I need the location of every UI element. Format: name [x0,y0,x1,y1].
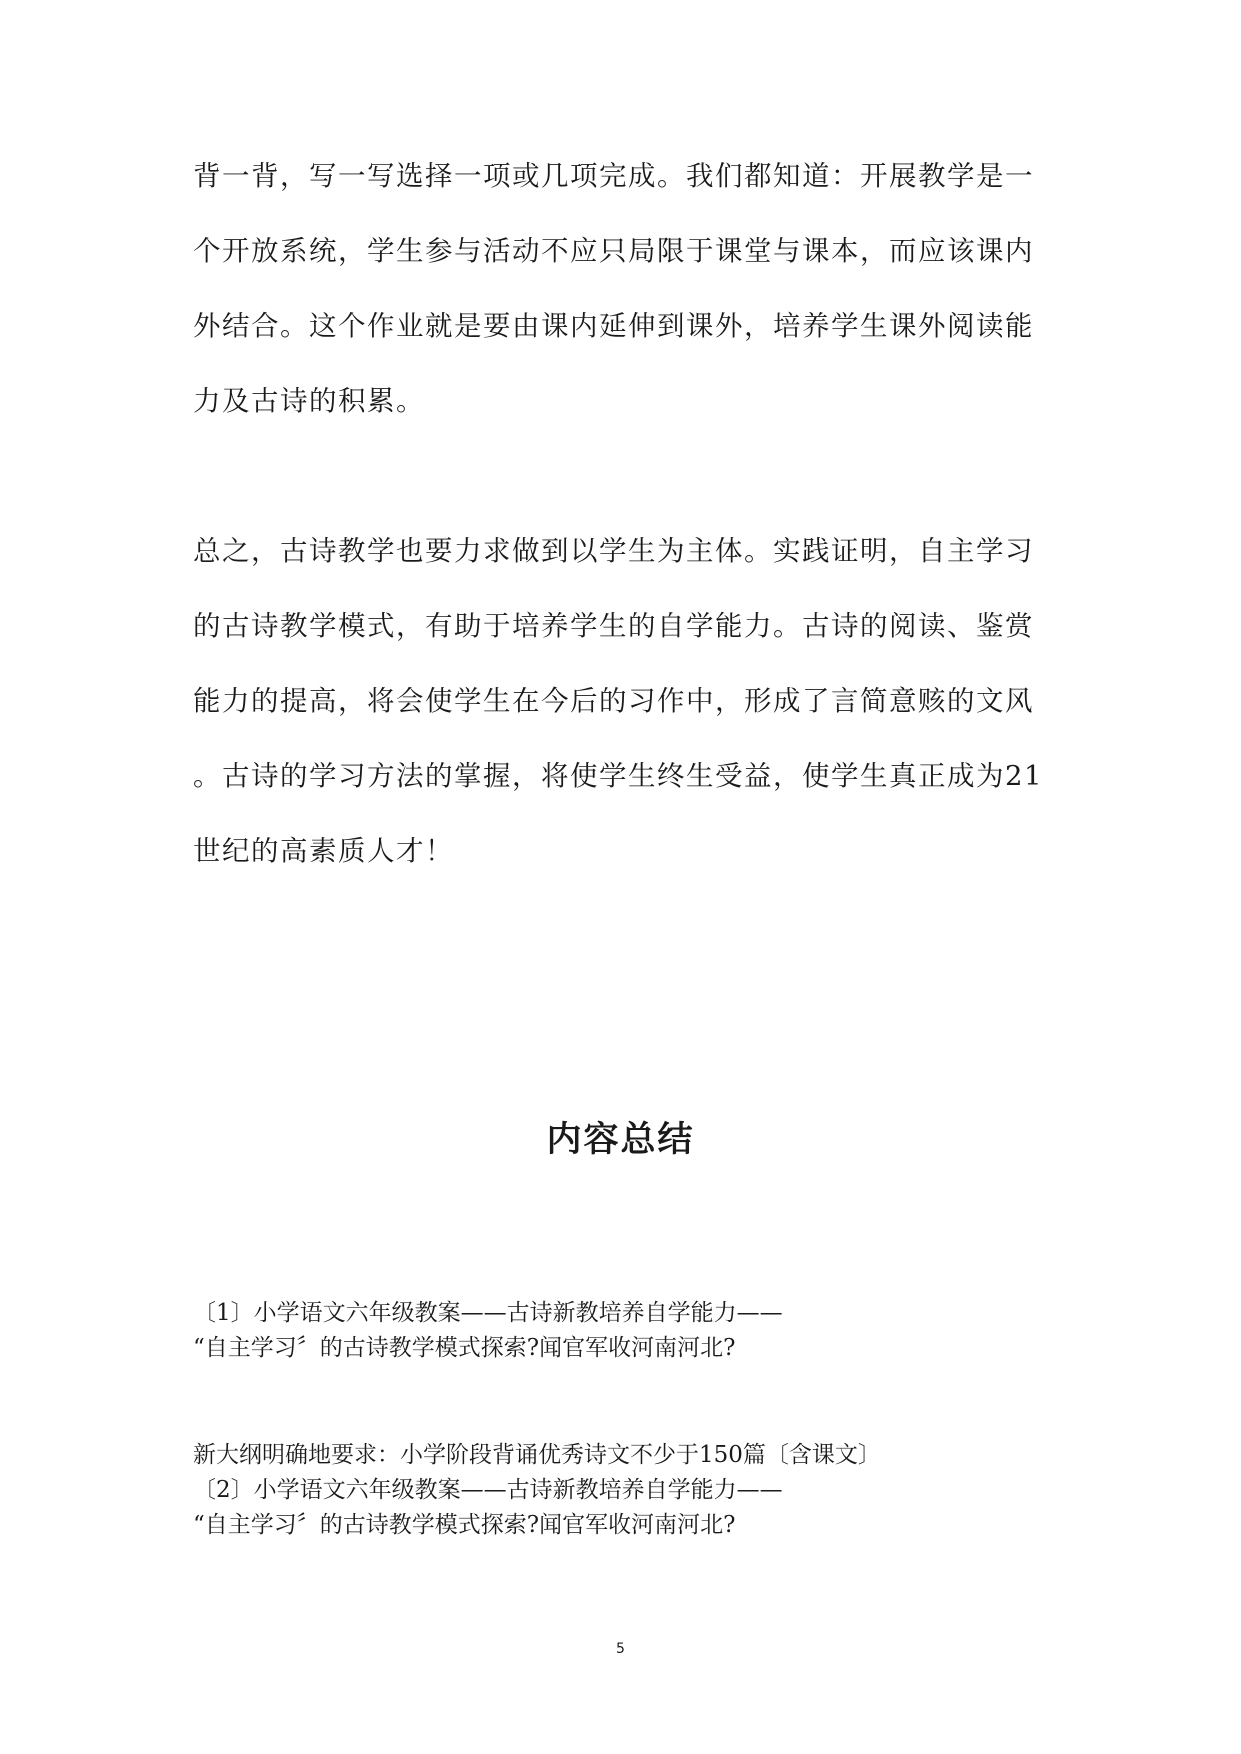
summary-line: “自主学习〞的古诗教学模式探索?闻官军收河南河北? [193,1512,736,1538]
summary-line: 〔1〕小学语文六年级教案——古诗新教培养自学能力—— [193,1300,783,1326]
paragraph-line: 背一背，写一写选择一项或几项完成。我们都知道：开展教学是一 [193,160,1034,192]
paragraph-line: 能力的提高，将会使学生在今后的习作中，形成了言简意赅的文风 [193,685,1034,717]
paragraph-line: 力及古诗的积累。 [193,385,425,417]
paragraph-line: 的古诗教学模式，有助于培养学生的自学能力。古诗的阅读、鉴赏 [193,610,1034,642]
summary-heading: 内容总结 [546,1120,695,1160]
summary-line: 新大纲明确地要求：小学阶段背诵优秀诗文不少于150篇〔含课文〕 [193,1442,881,1468]
page-number: 5 [616,1641,625,1657]
summary-line: 〔2〕小学语文六年级教案——古诗新教培养自学能力—— [193,1477,783,1503]
paragraph-line: 总之，古诗教学也要力求做到以学生为主体。实践证明，自主学习 [193,535,1034,567]
paragraph-line: 个开放系统，学生参与活动不应只局限于课堂与课本，而应该课内 [193,235,1034,267]
paragraph-line: 外结合。这个作业就是要由课内延伸到课外，培养学生课外阅读能 [193,310,1034,342]
paragraph-line: 世纪的高素质人才！ [193,835,454,867]
paragraph-line: 。古诗的学习方法的掌握，将使学生终生受益，使学生真正成为21 [193,760,1043,792]
summary-line: “自主学习〞的古诗教学模式探索?闻官军收河南河北? [193,1335,736,1361]
